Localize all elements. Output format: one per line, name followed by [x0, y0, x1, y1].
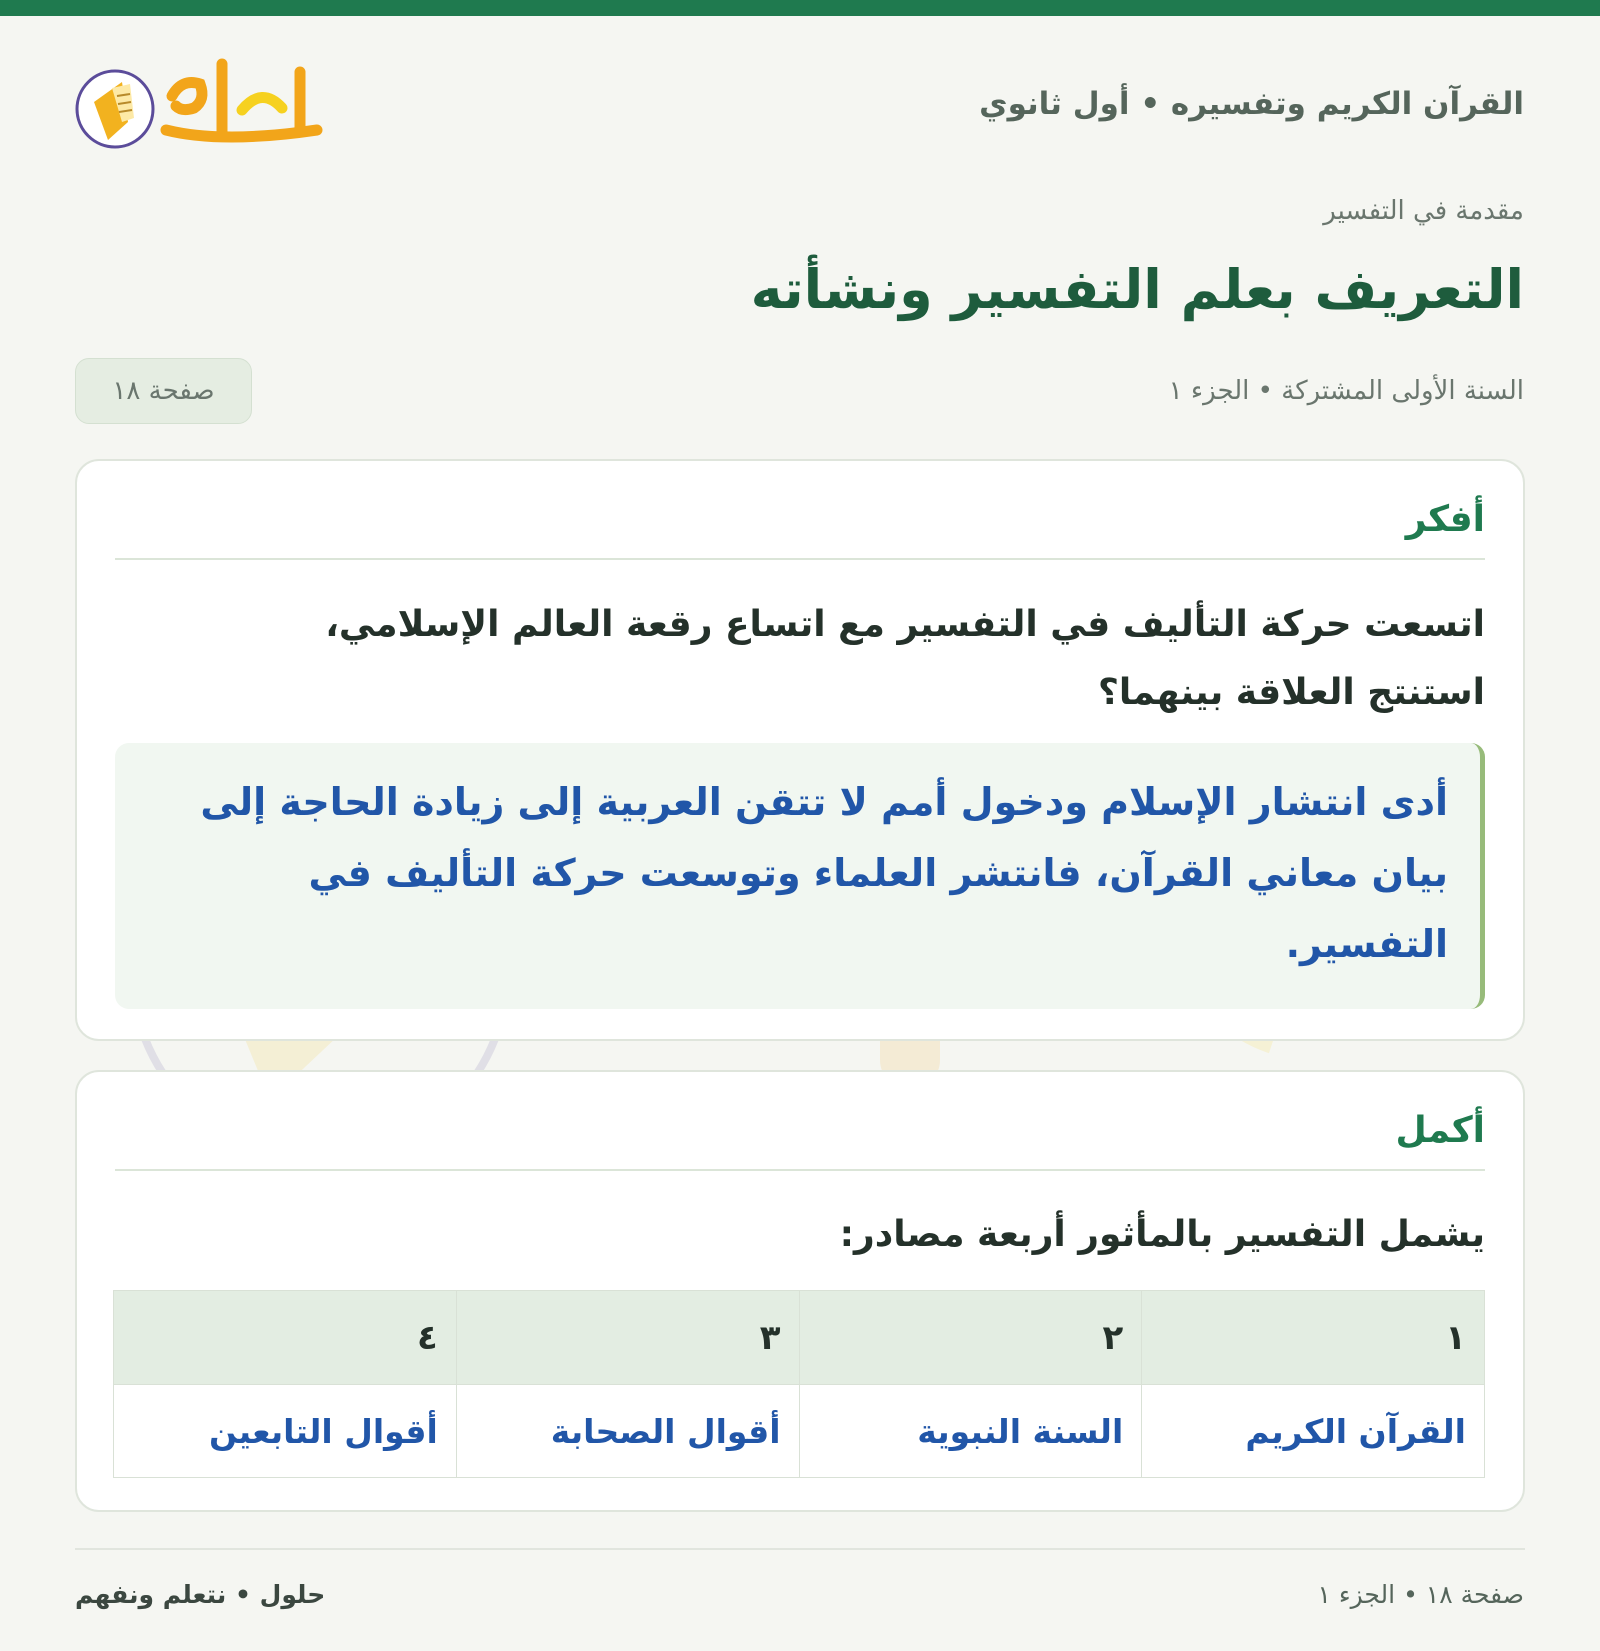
table-header-row — [114, 1291, 1485, 1385]
footer-tagline[interactable]: حلول • نتعلم ونفهم — [75, 1580, 326, 1609]
top-accent-bar — [0, 0, 1600, 16]
answer-line: التفسير. — [1285, 922, 1448, 966]
question-line: استنتج العلاقة بينهما؟ — [1098, 672, 1485, 713]
answer-line: أدى انتشار الإسلام ودخول أمم لا تتقن العربية إلى زيادة الحاجة إلى — [200, 780, 1448, 824]
complete-prompt: يشمل التفسير بالمأثور أربعة مصادر: — [839, 1214, 1485, 1255]
source-cell: أقوال الصحابة — [456, 1385, 799, 1478]
think-card-title: أفكر — [1405, 499, 1485, 540]
source-cell: أقوال التابعين — [114, 1385, 457, 1478]
complete-card — [75, 1070, 1525, 1512]
table-header-cell: ٢ — [799, 1291, 1142, 1385]
page-number-badge: صفحة ١٨ — [75, 358, 252, 424]
complete-card-divider — [115, 1169, 1485, 1171]
footer-divider — [75, 1548, 1525, 1550]
table-header-cell: ٣ — [456, 1291, 799, 1385]
complete-card-title: أكمل — [1395, 1110, 1485, 1151]
think-card-divider — [115, 558, 1485, 560]
table-header-cell: ١ — [1142, 1291, 1485, 1385]
footer-page-info: صفحة ١٨ • الجزء ١ — [1317, 1580, 1524, 1609]
question-line: اتسعت حركة التأليف في التفسير مع اتساع رقعة العالم الإسلامي، — [325, 604, 1485, 645]
brand-logo[interactable] — [72, 52, 337, 162]
source-cell: القرآن الكريم — [1142, 1385, 1485, 1478]
answer-line: بيان معاني القرآن، فانتشر العلماء وتوسعت حركة التأليف في — [308, 851, 1448, 895]
think-question — [115, 591, 1485, 727]
think-answer — [115, 743, 1485, 1009]
unit-label: مقدمة في التفسير — [1323, 196, 1524, 226]
table-header-cell: ٤ — [114, 1291, 457, 1385]
source-cell: السنة النبوية — [799, 1385, 1142, 1478]
subject-heading: القرآن الكريم وتفسيره • أول ثانوي — [979, 86, 1524, 122]
grade-term-meta: السنة الأولى المشتركة • الجزء ١ — [1168, 376, 1524, 406]
brand-logo-icon — [72, 52, 337, 162]
think-card — [75, 459, 1525, 1041]
sources-table — [113, 1290, 1485, 1478]
table-row — [114, 1385, 1485, 1478]
page-title: التعريف بعلم التفسير ونشأته — [750, 258, 1524, 321]
